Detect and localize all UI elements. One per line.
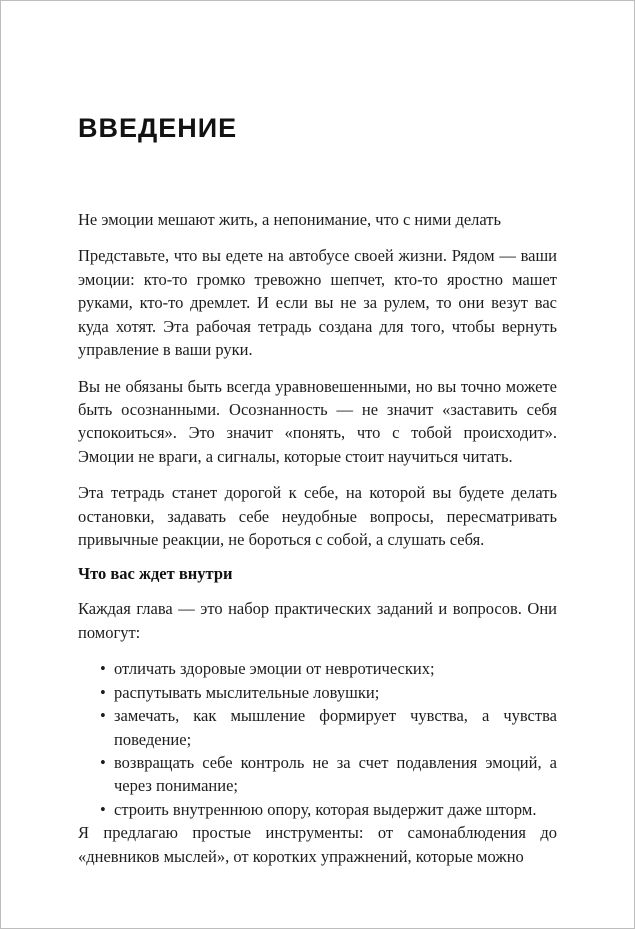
list-intro-paragraph: Каждая глава — это набор практических заданий и вопросов. Они помогут: xyxy=(78,599,557,642)
closing-paragraph: Я предлагаю простые инструменты: от самонаблюдения до «дневников мыслей», от коротких упражнений, которые можно xyxy=(78,823,557,866)
bullet-item-text: распутывать мыслительные ловушки; xyxy=(114,682,380,702)
epigraph: Не эмоции мешают жить, а непонимание, что с ними делать xyxy=(78,210,502,229)
bullet-item xyxy=(100,704,557,751)
bullet-item xyxy=(100,751,557,798)
paragraph-1: Представьте, что вы едете на автобусе своей жизни. Рядом — ваши эмоции: кто-то громко тревожно шепчет, кто-то яростно машет руками, кто-то дремлет. И если вы не за рулем, то они везут вас куда хотят. Эта рабочая тетрадь создана для того, чтобы вернуть управление в ваши руки. xyxy=(78,246,557,360)
bullet-item xyxy=(100,798,557,821)
paragraph-3: Эта тетрадь станет дорогой к себе, на которой вы будете делать остановки, задавать себе неудобные вопросы, пересматривать привычные реакции, не бороться с собой, а слушать себя. xyxy=(78,483,557,550)
bullet-list xyxy=(78,657,557,821)
section-heading: Что вас ждет внутри xyxy=(78,564,233,584)
paragraph-2: Вы не обязаны быть всегда уравновешенными, но вы точно можете быть осознанными. Осознанность — не значит «заставить себя успокоиться». Это значит «понять, что с тобой происходит». Эмоции не враги, а сигналы, которые стоит научиться читать. xyxy=(78,376,557,466)
bullet-item-text: отличать здоровые эмоции от невротических; xyxy=(114,659,435,679)
bullet-item-text: замечать, как мышление формирует чувства, а чувства поведение; xyxy=(114,706,557,749)
bullet-item-text: строить внутреннюю опору, которая выдержит даже шторм. xyxy=(114,799,537,819)
chapter-title: ВВЕДЕНИЕ xyxy=(78,113,238,143)
bullet-item xyxy=(100,681,557,704)
bullet-item-text: возвращать себе контроль не за счет подавления эмоций, а через понимание; xyxy=(114,753,557,796)
bullet-item xyxy=(100,657,557,680)
